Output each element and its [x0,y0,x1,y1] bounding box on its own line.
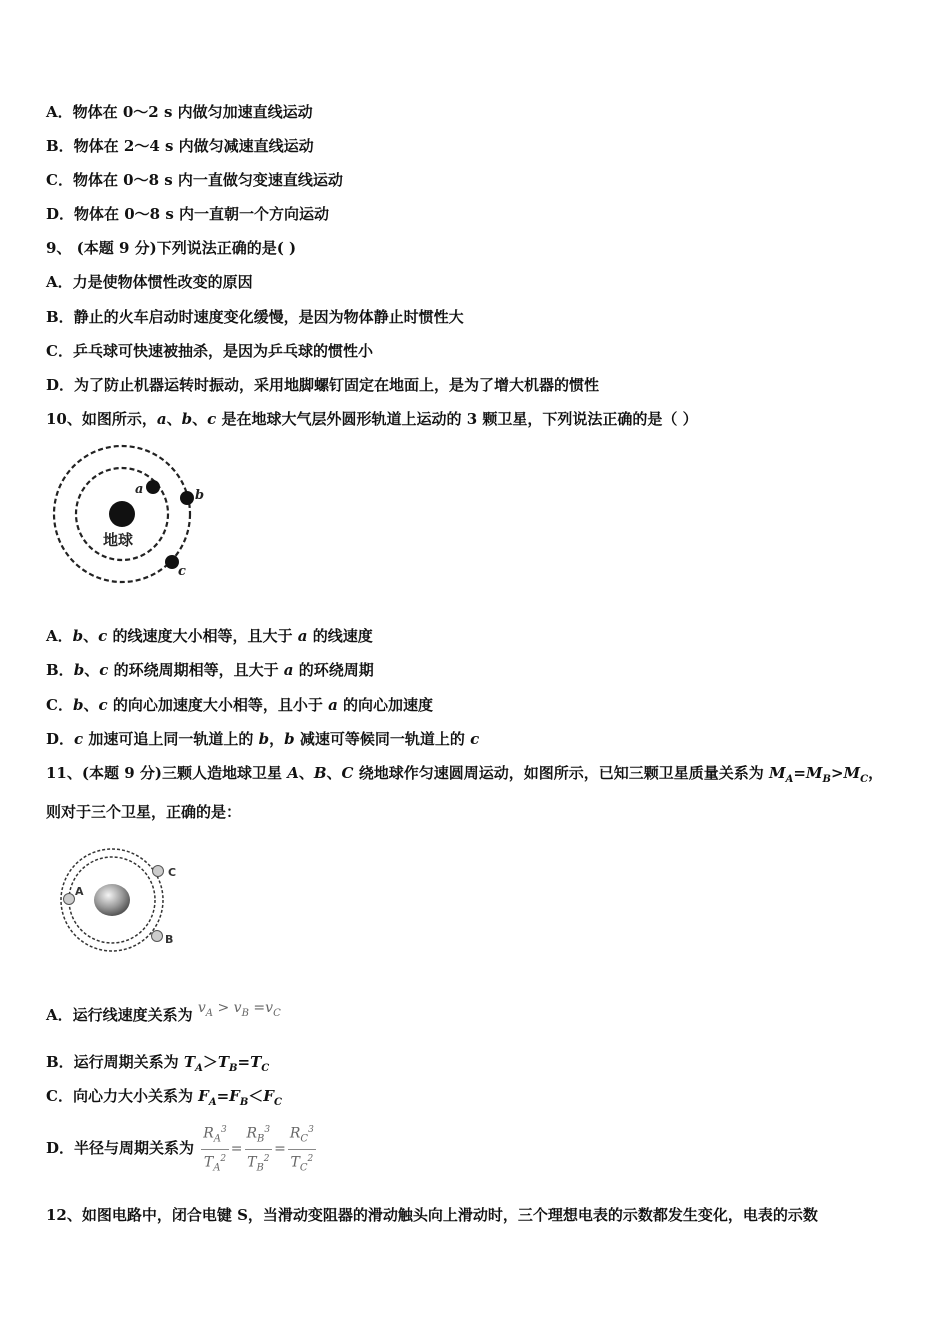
q9-option-a: A．力是使物体惯性改变的原因 [46,273,253,291]
q8-option-c: C．物体在 0～8 s 内一直做匀变速直线运动 [46,171,343,189]
q11-option-d-frac-c: $\frac{R_C^3}{T_C^2}$ [288,1121,316,1177]
satellite-a-label: A [75,885,84,898]
satellite-c [153,866,164,877]
q12-stem: 12、如图电路中，闭合电键 S，当滑动变阻器的滑动触头向上滑动时，三个理想电表的示数都发生变化，电表的示数 [46,1206,818,1224]
satellite-b-label: B [165,933,174,946]
earth-label: 地球 [103,531,134,549]
earth [94,884,130,916]
q11-option-b: B．运行周期关系为 $T_A>T_B=T_C$ [46,1053,270,1074]
q11-option-a-formula: $v_A > v_B =v_C$ [197,1000,281,1019]
satellite-a-label: a [135,482,144,497]
q9-option-c: C．乒乓球可快速被抽杀，是因为乒乓球的惯性小 [46,342,373,360]
q8-option-d: D．物体在 0～8 s 内一直朝一个方向运动 [46,205,329,223]
earth [109,501,135,527]
q8-option-a: A．物体在 0～2 s 内做匀加速直线运动 [46,103,313,121]
satellite-c-label: c [178,564,186,579]
q9-option-d: D．为了防止机器运转时振动，采用地脚螺钉固定在地面上，是为了增大机器的惯性 [46,376,600,394]
q10-option-a: A．b、c 的线速度大小相等，且大于 a 的线速度 [46,627,373,645]
q11-option-c: C．向心力大小关系为 $F_A=F_B<F_C$ [46,1087,282,1108]
q9-option-b: B．静止的火车启动时速度变化缓慢，是因为物体静止时惯性大 [46,308,464,326]
q10-stem: 10、如图所示，a、b、c 是在地球大气层外圆形轨道上运动的 3 颗卫星，下列说法正确的是（ ） [46,410,698,428]
q10-orbit-figure [46,440,216,600]
q11-option-a: A．运行线速度关系为 $v_A > v_B =v_C$ [46,1000,281,1024]
q10-option-c: C．b、c 的向心加速度大小相等，且小于 a 的向心加速度 [46,696,434,714]
satellite-c [165,555,179,569]
satellite-b [180,491,194,505]
q8-option-b: B．物体在 2～4 s 内做匀减速直线运动 [46,137,314,155]
q11-option-d-frac-a: $\frac{R_A^3}{T_A^2}$ [201,1121,229,1177]
satellite-b-label: b [195,488,205,503]
q11-option-d: D．半径与周期关系为 $\frac{R_A^3}{T_A^2}$ = $\frac{R_B^3}{T_B^2}$ = $\frac{R_C^3}{T_C^2}$ [46,1120,318,1176]
satellite-c-label: C [168,866,177,879]
satellite-a [146,480,160,494]
q11-orbit-figure [52,842,182,954]
q11-stem-line1: 11、(本题 9 分)三颗人造地球卫星 A、B、C 绕地球作匀速圆周运动，如图所示，已知三颗卫星质量关系为 $M_A=M_B>M_C$， [46,764,884,785]
satellite-b [152,931,163,942]
q9-stem: 9、 (本题 9 分)下列说法正确的是( ) [46,239,297,257]
q11-option-d-frac-b: $\frac{R_B^3}{T_B^2}$ [245,1121,273,1177]
satellite-a [64,894,75,905]
q11-stem-line2: 则对于三个卫星，正确的是： [46,803,242,821]
q10-option-d: D．c 加速可追上同一轨道上的 b，b 减速可等候同一轨道上的 c [46,730,480,748]
q10-option-b: B．b、c 的环绕周期相等，且大于 a 的环绕周期 [46,661,374,679]
